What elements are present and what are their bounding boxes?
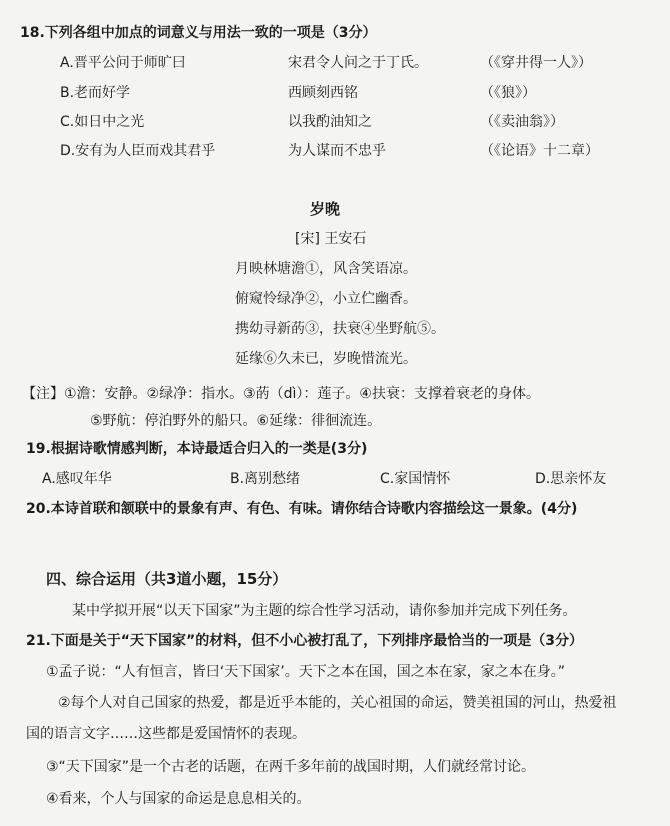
q19-option-c: C.家国情怀 bbox=[380, 471, 451, 487]
q18-option-c: C.如日中之光 bbox=[60, 114, 145, 130]
q18-option-b-source: （《狼》） bbox=[480, 85, 536, 101]
q18-option-b: B.老而好学 bbox=[60, 85, 131, 101]
q18-option-a-source: （《穿井得一人》） bbox=[480, 55, 592, 71]
q19-option-d: D.思亲怀友 bbox=[535, 471, 607, 487]
section-4-heading: 四、综合运用（共3道小题，15分） bbox=[46, 570, 288, 588]
poem-note-1: 【注】①澹：安静。②绿净：指水。③菂（dì）：莲子。④扶衰：支撑着衰老的身体。 bbox=[22, 386, 540, 402]
poem-author: [宋] 王安石 bbox=[295, 231, 367, 247]
q18-option-c-source: （《卖油翁》） bbox=[480, 114, 564, 130]
q21-item-1: ①孟子说：“人有恒言，皆曰‘天下国家’。天下之本在国，国之本在家，家之本在身。” bbox=[46, 664, 565, 680]
q20-stem: 20.本诗首联和颔联中的景象有声、有色、有味。请你结合诗歌内容描绘这一景象。(4分) bbox=[26, 501, 578, 517]
poem-line-3: 携幼寻新菂③，扶衰④坐野航⑤。 bbox=[235, 321, 445, 337]
section-4-intro: 某中学拟开展“以天下国家”为主题的综合性学习活动，请你参加并完成下列任务。 bbox=[72, 603, 577, 619]
poem-line-1: 月映林塘澹①，风含笑语凉。 bbox=[235, 261, 417, 277]
q18-stem: 18.下列各组中加点的词意义与用法一致的一项是（3分） bbox=[20, 25, 377, 41]
poem-line-4: 延缘⑥久未已，岁晚惜流光。 bbox=[235, 351, 417, 367]
q19-stem: 19.根据诗歌情感判断，本诗最适合归入的一类是(3分) bbox=[26, 441, 368, 457]
q21-stem: 21.下面是关于“天下国家”的材料，但不小心被打乱了，下列排序最恰当的一项是（3分） bbox=[26, 633, 583, 649]
q21-item-4: ④看来，个人与国家的命运是息息相关的。 bbox=[46, 791, 311, 807]
q18-option-d: D.安有为人臣而戏其君乎 bbox=[60, 143, 216, 159]
poem-title: 岁晚 bbox=[310, 200, 341, 218]
q18-option-d-compare: 为人谋而不忠乎 bbox=[288, 143, 386, 159]
q21-item-2-continued: 国的语言文字……这些都是爱国情怀的表现。 bbox=[26, 726, 306, 742]
q19-option-a: A.感叹年华 bbox=[42, 471, 112, 487]
q18-option-d-source: （《论语》十二章） bbox=[480, 143, 599, 159]
q21-item-3: ③“天下国家”是一个古老的话题，在两千多年前的战国时期，人们就经常讨论。 bbox=[46, 759, 536, 775]
q18-option-c-compare: 以我酌油知之 bbox=[288, 114, 372, 130]
q18-option-b-compare: 西顾刻西铭 bbox=[288, 85, 358, 101]
poem-line-2: 俯窥怜绿净②，小立伫幽香。 bbox=[235, 291, 417, 307]
poem-note-2: ⑤野航：停泊野外的船只。⑥延缘：徘徊流连。 bbox=[90, 413, 382, 429]
q18-option-a: A.晋平公问于师旷曰 bbox=[60, 55, 186, 71]
q18-option-a-compare: 宋君令人问之于丁氏。 bbox=[288, 55, 428, 71]
q19-option-b: B.离别愁绪 bbox=[230, 471, 301, 487]
q21-item-2: ②每个人对自己国家的热爱，都是近乎本能的，关心祖国的命运，赞美祖国的河山，热爱祖 bbox=[58, 695, 617, 711]
